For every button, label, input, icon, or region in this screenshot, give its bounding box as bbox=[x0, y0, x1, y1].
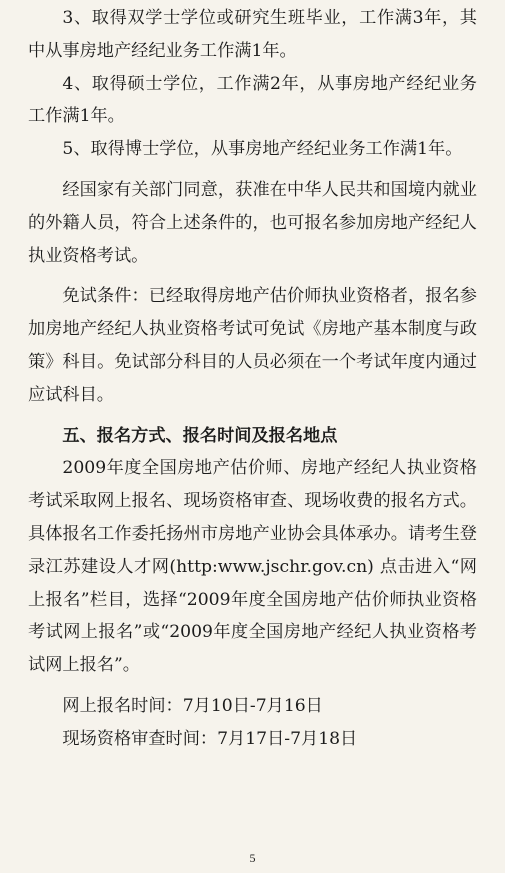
exemption-paragraph: 免试条件：已经取得房地产估价师执业资格者，报名参加房地产经纪人执业资格考试可免试《房地产基本制度与政策》科目。免试部分科目的人员必须在一个考试年度内通过应试科目。 bbox=[28, 286, 477, 405]
paragraph-item-4: 4、取得硕士学位，工作满2年，从事房地产经纪业务工作满1年。 bbox=[28, 73, 477, 127]
page-number: 5 bbox=[249, 851, 256, 865]
section-heading: 五、报名方式、报名时间及报名地点 bbox=[62, 425, 338, 446]
registration-paragraph: 2009年度全国房地产估价师、房地产经纪人执业资格考试采取网上报名、现场资格审查、现场收费的报名方式。具体报名工作委托扬州市房地产业协会具体承办。请考生登录江苏建设人才网(http:www.jschr.gov.cn) 点击进入“网上报名”栏目，选择“2009年度全国房地产估价师执业资格考试网上报名”或“2009年度全国房地产经纪人执业资格考试网上报名”。 bbox=[28, 458, 477, 676]
paragraph-item-3: 3、取得双学士学位或研究生班毕业，工作满3年，其中从事房地产经纪业务工作满1年。 bbox=[28, 8, 477, 61]
foreign-personnel-paragraph: 经国家有关部门同意，获准在中华人民共和国境内就业的外籍人员，符合上述条件的，也可报名参加房地产经纪人执业资格考试。 bbox=[28, 179, 477, 266]
online-registration-time: 网上报名时间：7月10日-7月16日 bbox=[62, 695, 323, 716]
onsite-review-time: 现场资格审查时间：7月17日-7月18日 bbox=[62, 728, 358, 749]
paragraph-item-5: 5、取得博士学位，从事房地产经纪业务工作满1年。 bbox=[62, 139, 463, 160]
